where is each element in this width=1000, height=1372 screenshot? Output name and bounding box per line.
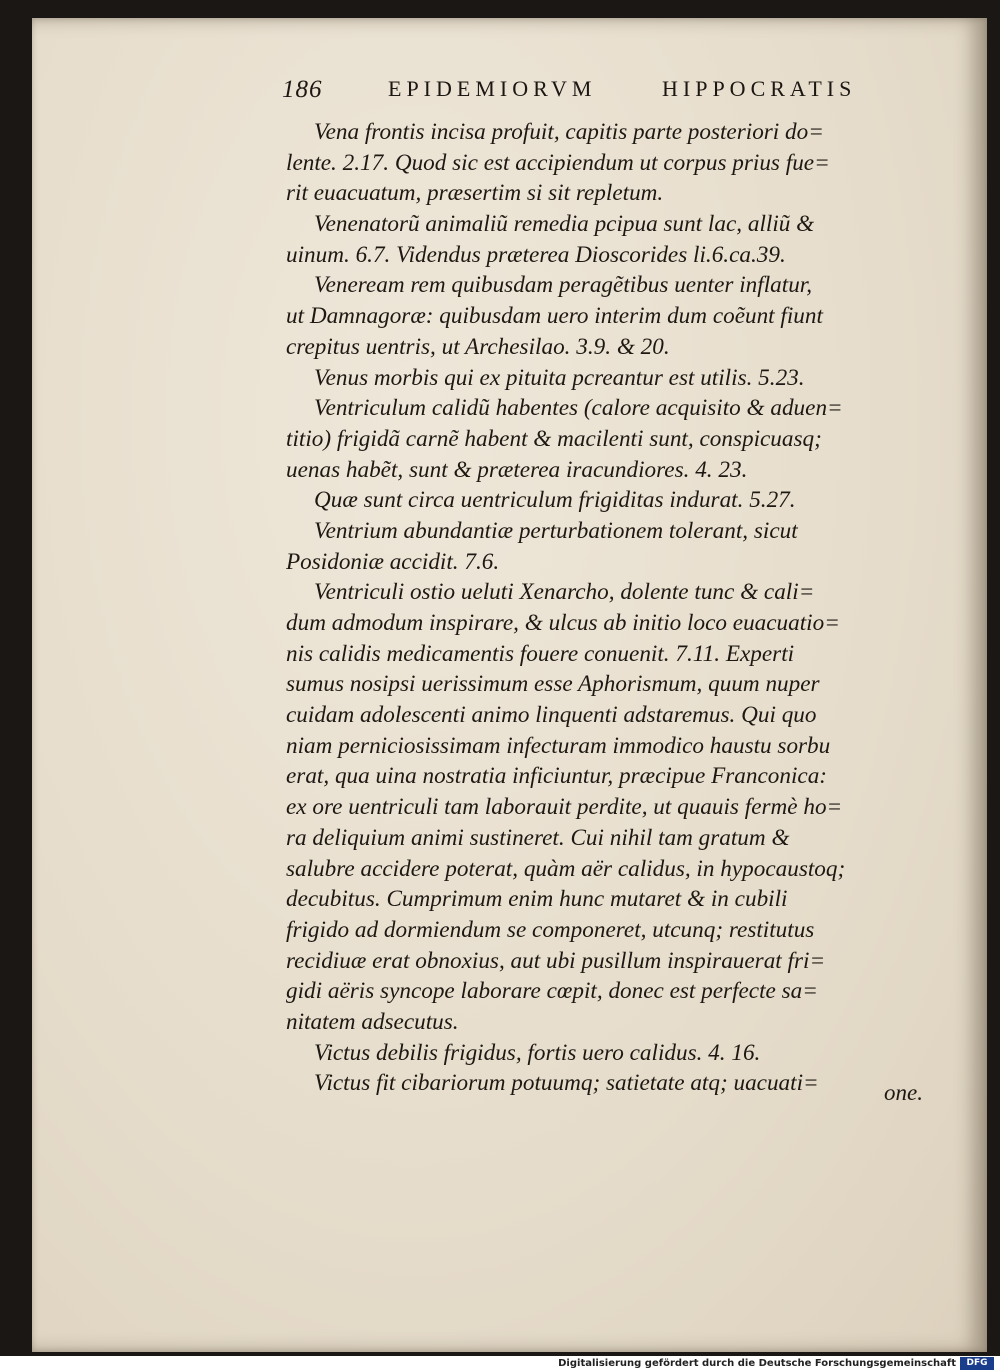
catchword: one. — [884, 1080, 923, 1105]
text-line: Victus debilis frigidus, fortis uero calidus. 4. 16. — [314, 1039, 761, 1066]
text-line: frigido ad dormiendum se componeret, utcunq; restitutus — [286, 916, 815, 943]
body-text — [286, 117, 952, 1099]
text-line: ex ore uentriculi tam laborauit perdite, ut quauis fermè ho= — [286, 794, 843, 821]
text-line: Quæ sunt circa uentriculum frigiditas indurat. 5.27. — [314, 487, 796, 514]
text-line: Venenatorũ animaliũ remedia pcipua sunt lac, alliũ & — [314, 211, 815, 238]
text-line: niam perniciosissimam infecturam immodico haustu sorbu — [286, 732, 831, 759]
text-line: Posidoniæ accidit. 7.6. — [286, 548, 500, 575]
text-line: decubitus. Cumprimum enim hunc mutaret & in cubili — [286, 886, 788, 913]
running-header — [282, 70, 900, 106]
digitization-credit: Digitalisierung gefördert durch die Deutsche Forschungsgemeinschaft — [558, 1358, 956, 1369]
text-line: erat, qua uina nostratia inficiuntur, præcipue Franconica: — [286, 763, 828, 790]
text-line: uenas habẽt, sunt & præterea iracundiores. 4. 23. — [286, 456, 748, 483]
text-line: Vena frontis incisa profuit, capitis parte posteriori do= — [314, 119, 824, 145]
text-line: Ventrium abundantiæ perturbationem tolerant, sicut — [314, 517, 798, 544]
text-line: dum admodum inspirare, & ulcus ab initio loco euacuatio= — [286, 610, 840, 636]
text-line: nis calidis medicamentis fouere conuenit. 7.11. Experti — [286, 640, 795, 667]
page-number: 186 — [282, 76, 323, 103]
text-line: titio) frigidã carnẽ habent & macilenti sunt, conspicuasq; — [286, 425, 822, 452]
text-line: nitatem adsecutus. — [286, 1008, 459, 1035]
text-line: ra deliquium animi sustineret. Cui nihil tam gratum & — [286, 824, 790, 851]
text-line: cuidam adolescenti animo linquenti adstaremus. Qui quo — [286, 702, 817, 729]
text-line: uinum. 6.7. Videndus præterea Dioscorides li.6.ca.39. — [286, 241, 786, 268]
text-line: crepitus uentris, ut Archesilao. 3.9. & 20. — [286, 333, 670, 360]
running-title-left: EPIDEMIORVM — [388, 76, 597, 101]
text-line: salubre accidere poterat, quàm aër calidus, in hypocaustoq; — [286, 855, 846, 882]
text-line: Victus fit cibariorum potuumq; satietate atq; uacuati= — [314, 1070, 819, 1097]
text-line: Ventriculum calidũ habentes (calore acquisito & aduen= — [314, 395, 843, 422]
text-line: rit euacuatum, præsertim si sit repletum. — [286, 180, 664, 207]
text-line: Ventriculi ostio ueluti Xenarcho, dolente tunc & cali= — [314, 579, 815, 606]
text-line: lente. 2.17. Quod sic est accipiendum ut corpus prius fue= — [286, 149, 830, 176]
text-line: Venus morbis qui ex pituita pcreantur est utilis. 5.23. — [314, 364, 805, 391]
text-line: recidiuæ erat obnoxius, aut ubi pusillum inspirauerat fri= — [286, 947, 826, 974]
text-line: sumus nosipsi uerissimum esse Aphorismum, quum nuper — [286, 671, 820, 698]
text-line: gidi aëris syncope laborare cœpit, donec est perfecte sa= — [286, 978, 818, 1005]
dfg-logo-icon: DFG — [960, 1357, 994, 1370]
running-title-right: HIPPOCRATIS — [662, 76, 857, 101]
text-line: Veneream rem quibusdam peragẽtibus uenter inflatur, — [314, 272, 813, 299]
text-line: ut Damnagoræ: quibusdam uero interim dum coẽunt fiunt — [286, 303, 823, 330]
